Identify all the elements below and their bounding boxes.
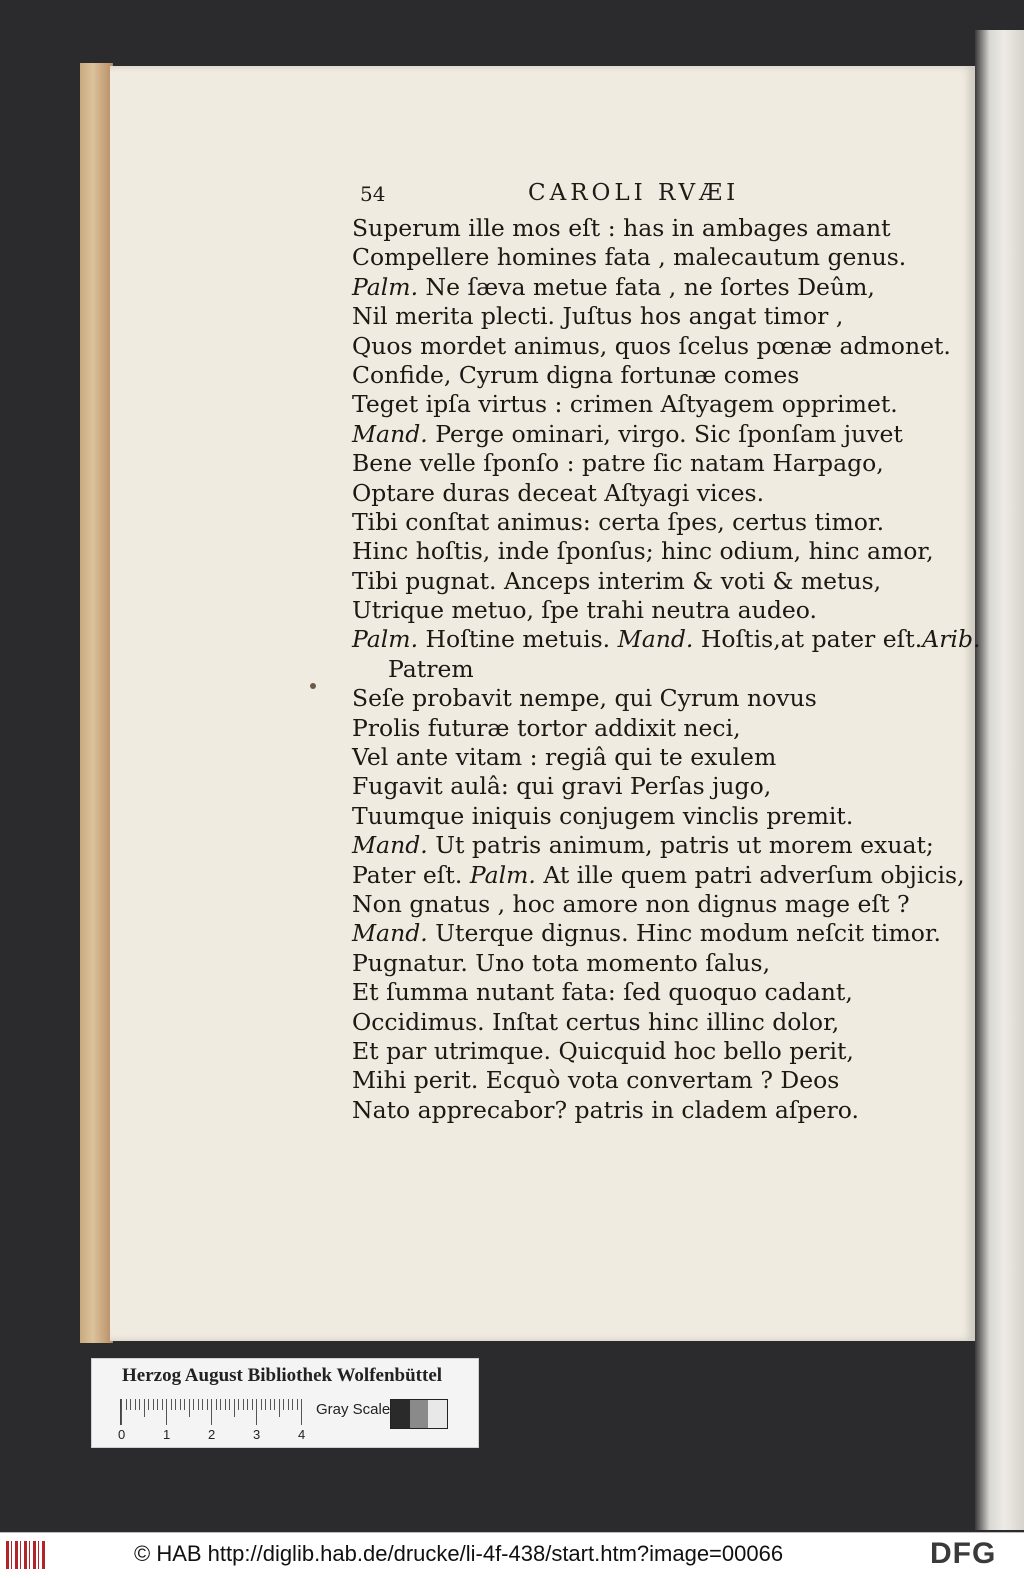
line-text: Teget ipſa virtus : crimen Aſtyagem opprimet. — [352, 390, 898, 419]
speaker-name: Mand. — [352, 919, 428, 948]
ruler-tick — [247, 1399, 248, 1410]
ruler-tick — [189, 1399, 190, 1417]
ruler-tick — [265, 1399, 266, 1410]
line-text: Quos mordet animus, quos ſcelus pœnæ admonet. — [352, 331, 951, 360]
verse-line — [352, 890, 952, 919]
verse-line — [352, 479, 952, 508]
gray-swatch — [391, 1400, 410, 1428]
verse-line — [352, 684, 952, 713]
ruler-scale — [120, 1399, 311, 1425]
verse-line — [352, 802, 952, 831]
line-text: Tibi pugnat. Anceps interim & voti & metus, — [352, 566, 882, 595]
line-text: Pater eſt. — [352, 860, 463, 889]
verse-line — [352, 420, 952, 449]
ruler-tick — [252, 1399, 253, 1410]
ruler-tick — [234, 1399, 235, 1417]
ruler-tick — [288, 1399, 289, 1410]
ruler-label: 0 — [118, 1427, 126, 1442]
gray-scale-label: Gray Scale — [316, 1401, 391, 1418]
dfg-logo: DFG — [930, 1537, 997, 1570]
ruler-tick — [279, 1399, 280, 1417]
ruler-tick — [211, 1399, 212, 1425]
page-fore-edge — [80, 63, 113, 1343]
line-text: Pugnatur. Uno tota momento ſalus, — [352, 948, 771, 977]
line-text: Confide, Cyrum digna fortunæ comes — [352, 360, 800, 389]
library-name: Herzog August Bibliothek Wolfenbüttel — [122, 1365, 443, 1386]
line-text: Tuumque iniquis conjugem vinclis premit. — [352, 801, 854, 830]
ruler-tick — [130, 1399, 131, 1410]
line-text: Ut patris animum, patris ut morem exuat; — [427, 831, 934, 860]
verse-line — [352, 1066, 952, 1095]
ruler-tick — [157, 1399, 158, 1410]
line-text: Nato apprecabor? patris in cladem aſpero. — [352, 1095, 859, 1124]
verse-line — [352, 919, 952, 948]
verse-line — [352, 743, 952, 772]
ruler-tick — [198, 1399, 199, 1410]
page-number: 54 — [360, 182, 386, 206]
verse-line — [352, 508, 952, 537]
gray-swatch — [410, 1400, 429, 1428]
line-text: Tibi conſtat animus: certa ſpes, certus timor. — [352, 507, 885, 536]
ruler-tick — [180, 1399, 181, 1410]
verse-line — [352, 625, 981, 654]
ruler-label: 3 — [253, 1427, 261, 1442]
line-text: Hinc hoſtis, inde ſponſus; hinc odium, hinc amor, — [352, 537, 934, 566]
ruler-tick — [261, 1399, 262, 1410]
verse-line — [352, 949, 952, 978]
verse-line — [352, 714, 952, 743]
ruler-tick — [256, 1399, 257, 1425]
line-text: Et ſumma nutant fata: ſed quoquo cadant, — [352, 978, 853, 1007]
line-text: Seſe probavit nempe, qui Cyrum novus — [352, 684, 817, 713]
verse-line — [352, 860, 965, 890]
gray-scale-swatches — [390, 1399, 448, 1429]
line-text: Bene velle ſponſo : patre ſic natam Harpago, — [352, 449, 884, 478]
line-text: Ne ſæva metue fata , ne ſortes Deûm, — [418, 272, 875, 301]
speaker-name: Arib. — [922, 625, 981, 654]
line-text: At ille quem patri adverſum objicis, — [535, 860, 965, 889]
ruler-tick — [220, 1399, 221, 1410]
line-text: Prolis futuræ tortor addixit neci, — [352, 713, 741, 742]
ruler-labels — [118, 1427, 318, 1445]
ruler-label: 1 — [163, 1427, 171, 1442]
ruler-tick — [229, 1399, 230, 1410]
ruler-tick — [243, 1399, 244, 1410]
line-text: Mihi perit. Ecquò vota convertam ? Deos — [352, 1066, 840, 1095]
verse-line — [352, 273, 952, 302]
line-text: Optare duras deceat Aſtyagi vices. — [352, 478, 765, 507]
ruler-tick — [301, 1399, 302, 1425]
ruler-tick — [207, 1399, 208, 1410]
ruler-tick — [144, 1399, 145, 1417]
copyright-url[interactable]: © HAB http://diglib.hab.de/drucke/li-4f-438/start.htm?image=00066 — [134, 1541, 784, 1566]
line-text: Perge ominari, virgo. Sic ſponſam juvet — [427, 419, 903, 448]
ruler-tick — [270, 1399, 271, 1410]
ruler-tick — [121, 1399, 122, 1425]
ruler-label: 4 — [298, 1427, 306, 1442]
line-text: Nil merita plecti. Juſtus hos angat timor , — [352, 302, 844, 331]
gray-swatch — [428, 1400, 447, 1428]
verse-line — [352, 1096, 952, 1125]
line-text: Uterque dignus. Hinc modum neſcit timor. — [427, 919, 942, 948]
speaker-name: Palm. — [462, 860, 536, 889]
verse-line — [352, 1008, 952, 1037]
ruler-tick — [297, 1399, 298, 1410]
verse-line — [352, 302, 952, 331]
verse-line — [352, 1037, 952, 1066]
speaker-name: Palm. — [352, 272, 419, 301]
verse-line — [352, 596, 952, 625]
verse-line — [352, 332, 952, 361]
ink-mark — [310, 683, 316, 689]
line-text: Fugavit aulâ: qui gravi Perſas jugo, — [352, 772, 772, 801]
verse-line — [352, 214, 952, 243]
ruler-tick — [135, 1399, 136, 1410]
verse-text — [352, 214, 981, 1125]
ruler-tick — [274, 1399, 275, 1410]
speaker-name: Mand. — [610, 625, 694, 654]
verse-line — [352, 390, 952, 419]
line-text: Utrique metuo, ſpe trahi neutra audeo. — [352, 596, 817, 625]
footer-bar — [0, 1532, 1024, 1578]
line-text: Hoſtine metuis. — [418, 625, 611, 654]
line-text: Hoſtis,at pater eſt. — [693, 625, 923, 654]
ruler-tick — [238, 1399, 239, 1410]
verse-line — [352, 831, 952, 860]
speaker-name: Palm. — [352, 625, 419, 654]
ruler-tick — [184, 1399, 185, 1410]
ruler-tick — [292, 1399, 293, 1410]
ruler-tick — [193, 1399, 194, 1410]
verse-line — [352, 978, 952, 1007]
ruler-tick — [126, 1399, 127, 1410]
line-text: Vel ante vitam : regiâ qui te exulem — [352, 743, 777, 772]
reference-card — [91, 1358, 479, 1448]
line-text: Et par utrimque. Quicquid hoc bello perit, — [352, 1036, 854, 1065]
speaker-name: Mand. — [352, 419, 428, 448]
line-text: Occidimus. Inſtat certus hinc illinc dolor, — [352, 1007, 840, 1036]
ruler-tick — [148, 1399, 149, 1410]
line-text: Non gnatus , hoc amore non dignus mage eſt ? — [352, 889, 910, 918]
ruler-tick — [216, 1399, 217, 1410]
verse-line — [352, 567, 952, 596]
line-text: Patrem — [388, 654, 474, 683]
ruler-tick — [166, 1399, 167, 1425]
speaker-name: Mand. — [352, 831, 428, 860]
ruler-label: 2 — [208, 1427, 216, 1442]
page-header — [360, 182, 920, 216]
ruler-tick — [283, 1399, 284, 1410]
verse-line — [352, 243, 952, 272]
barcode-icon — [6, 1541, 46, 1569]
facing-page-edge — [975, 30, 1024, 1530]
verse-line — [352, 449, 952, 478]
running-title: CAROLI RVÆI — [528, 180, 740, 206]
ruler-tick — [171, 1399, 172, 1410]
ruler-tick — [153, 1399, 154, 1410]
line-text: Compellere homines fata , malecautum genus. — [352, 243, 907, 272]
verse-line — [352, 537, 952, 566]
ruler-tick — [139, 1399, 140, 1410]
verse-line — [352, 655, 952, 684]
verse-line — [352, 361, 952, 390]
ruler-tick — [175, 1399, 176, 1410]
verse-line — [352, 772, 952, 801]
ruler-tick — [202, 1399, 203, 1410]
ruler-tick — [162, 1399, 163, 1410]
line-text: Superum ille mos eſt : has in ambages amant — [352, 214, 891, 242]
ruler-tick — [225, 1399, 226, 1410]
